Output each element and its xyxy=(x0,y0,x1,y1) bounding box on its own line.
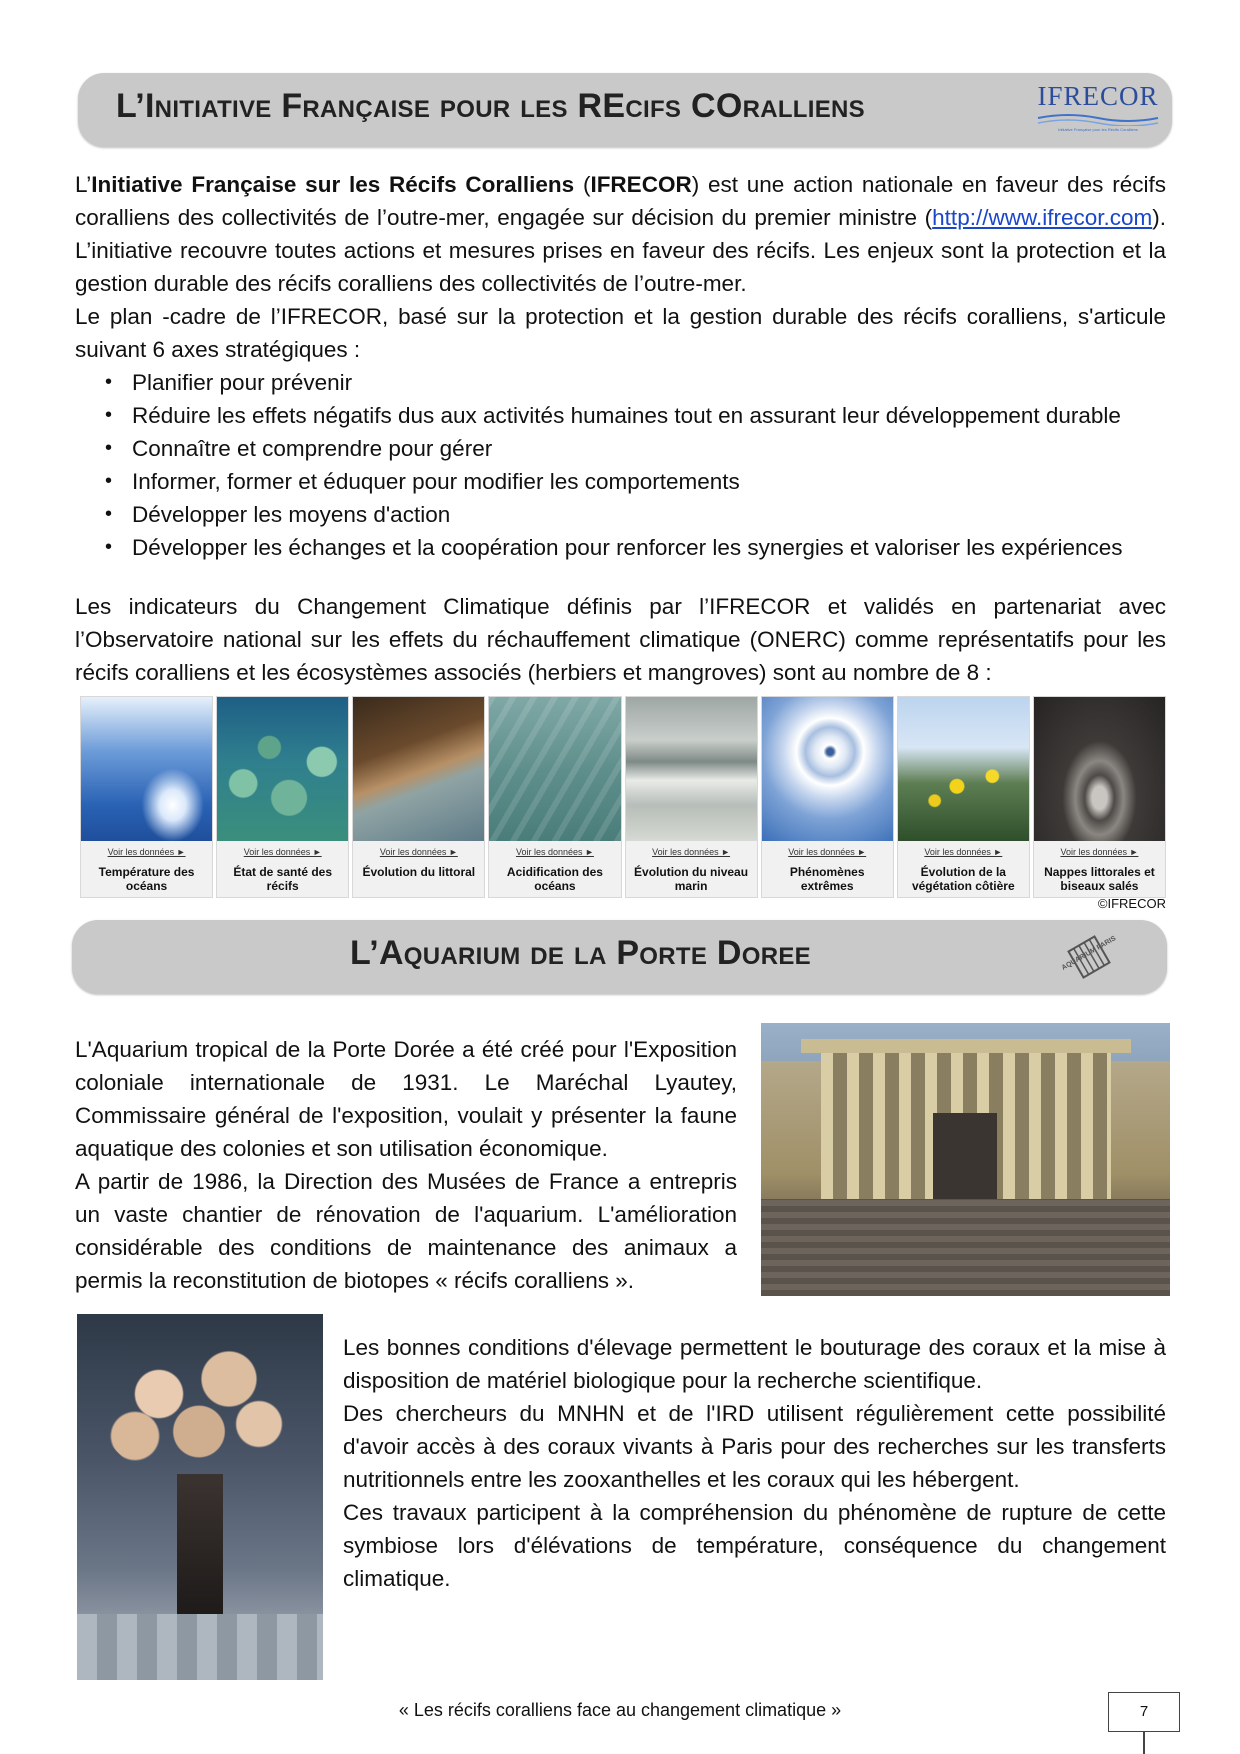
indicator-data-link[interactable]: Voir les données ► xyxy=(379,847,458,857)
section2-banner xyxy=(72,920,1167,994)
sea-surface-image xyxy=(489,697,620,841)
intro-acronym: IFRECOR xyxy=(590,172,692,197)
axes-list-item: • Développer les moyens d'action xyxy=(75,498,1166,531)
indicator-panel[interactable] xyxy=(625,696,758,898)
coral-base xyxy=(77,1614,323,1680)
indicator-data-link[interactable]: Voir les données ► xyxy=(515,847,594,857)
aquarium-paragraph: L'Aquarium tropical de la Porte Dorée a été créé pour l'Exposition coloniale internationale de 1931. Le Maréchal Lyautey, Commissaire général de l'exposition, voulait y présenter la faune aquatique des colonies et son utilisation économique. xyxy=(75,1037,737,1161)
plaza xyxy=(761,1199,1170,1296)
ifrecor-website-link[interactable]: http://www.ifrecor.com xyxy=(932,205,1153,230)
axes-list-item: • Informer, former et éduquer pour modifier les comportements xyxy=(75,465,1166,498)
ifrecor-logo xyxy=(1036,81,1160,139)
research-paragraph: Les bonnes conditions d'élevage permettent le bouturage des coraux et la mise à disposition de matériel biologique pour la recherche scientifique. xyxy=(343,1335,1166,1393)
section1-banner xyxy=(78,73,1172,147)
water-drop-image xyxy=(1034,697,1165,841)
axes-list-item: • Réduire les effets négatifs dus aux activités humaines tout en assurant leur développement durable xyxy=(75,399,1166,432)
aquarium-building-photo xyxy=(761,1023,1170,1296)
indicator-data-link[interactable]: Voir les données ► xyxy=(1060,847,1139,857)
indicator-panel[interactable] xyxy=(897,696,1030,898)
shoreline-image xyxy=(353,697,484,841)
indicator-panel[interactable] xyxy=(80,696,213,898)
indicator-data-link[interactable]: Voir les données ► xyxy=(243,847,322,857)
research-paragraph: Ces travaux participent à la compréhension du phénomène de rupture de cette symbiose lors d'élévations de température, conséquence du changement climatique. xyxy=(343,1500,1166,1591)
aquarium-paragraph: A partir de 1986, la Direction des Musées de France a entrepris un vaste chantier de rénovation de l'aquarium. L'amélioration considérable des conditions de maintenance des animaux a permis la reconstitution de biotopes « récifs coralliens ». xyxy=(75,1169,737,1293)
intro-lead: L’ xyxy=(75,172,92,197)
plan-paragraph: Le plan -cadre de l’IFRECOR, basé sur la protection et la gestion durable des récifs coralliens, s'articule suivant 6 axes stratégiques : xyxy=(75,304,1166,362)
axes-list xyxy=(75,366,1166,564)
indicator-data-link[interactable]: Voir les données ► xyxy=(924,847,1003,857)
indicator-data-link[interactable]: Voir les données ► xyxy=(107,847,186,857)
indicator-caption: Phénomènes extrêmes xyxy=(789,865,865,893)
indicator-panel[interactable] xyxy=(1033,696,1166,898)
footer-title: « Les récifs coralliens face au changement climatique » xyxy=(398,1700,842,1720)
indicator-panel[interactable] xyxy=(488,696,621,898)
ifrecor-logo-subtext: Initiative Française pour les Récifs Coralliens xyxy=(1058,127,1138,132)
intro-name: Initiative Française sur les Récifs Coralliens xyxy=(91,172,575,197)
ifrecor-logo-text: IFRECOR xyxy=(1037,81,1159,111)
indicator-caption: Température des océans xyxy=(98,865,195,893)
indicator-data-link[interactable]: Voir les données ► xyxy=(652,847,731,857)
page-number: 7 xyxy=(1108,1692,1180,1732)
indicator-caption: Nappes littorales et biseaux salés xyxy=(1044,865,1155,893)
indicators-strip xyxy=(80,696,1166,898)
indicator-panel[interactable] xyxy=(216,696,349,898)
indicator-caption: Évolution du littoral xyxy=(362,865,476,879)
section2-title: L’Aquarium de la Porte Doree xyxy=(350,934,811,972)
page-number-tick xyxy=(1143,1732,1145,1754)
ifrecor-intro-paragraph xyxy=(75,168,1166,300)
indicator-caption: Acidification des océans xyxy=(506,865,603,893)
ocean-sky-image xyxy=(81,697,212,841)
section1-title: L’Initiative Française pour les REcifs COralliens xyxy=(116,87,865,125)
coral-photo xyxy=(77,1314,323,1680)
indicator-data-link[interactable]: Voir les données ► xyxy=(788,847,867,857)
coral-reef-image xyxy=(217,697,348,841)
indicator-caption: Évolution de la végétation côtière xyxy=(911,865,1015,893)
aquarium-history-text xyxy=(75,1033,737,1297)
indicator-caption: Évolution du niveau marin xyxy=(634,865,749,893)
coral-branches xyxy=(99,1334,299,1484)
research-text xyxy=(343,1331,1166,1595)
ifrecor-logo-wave-icon xyxy=(1036,112,1160,126)
indicator-caption: État de santé des récifs xyxy=(233,865,333,893)
indicator-panel[interactable] xyxy=(761,696,894,898)
coral-stem xyxy=(177,1474,223,1624)
building-roof xyxy=(801,1039,1131,1053)
axes-list-item: • Planifier pour prévenir xyxy=(75,366,1166,399)
indicators-copyright: ©IFRECOR xyxy=(1097,896,1166,911)
research-paragraph: Des chercheurs du MNHN et de l'IRD utilisent régulièrement cette possibilité d'avoir accès à des coraux vivants à Paris pour des recherches sur les transferts nutritionnels entre les zooxanthelles et les coraux qui les hébergent. xyxy=(343,1401,1166,1492)
section1-text xyxy=(75,168,1166,564)
intro-end: ). L’initiative recouvre toutes actions et mesures prises en faveur des récifs. Les enjeux sont la protection et la gestion durable des récifs coralliens des collectivités de l’outre-mer. xyxy=(75,205,1166,296)
building-entrance xyxy=(933,1113,997,1199)
intro-paren: ( xyxy=(574,172,591,197)
coastal-vegetation-image xyxy=(898,697,1029,841)
axes-list-item: • Développer les échanges et la coopération pour renforcer les synergies et valoriser les expériences xyxy=(75,531,1166,564)
aquarium-logo-text: AQUARIUM PARIS xyxy=(1060,935,1118,972)
aquarium-logo xyxy=(1056,926,1122,988)
wave-image xyxy=(626,697,757,841)
indicators-paragraph: Les indicateurs du Changement Climatique définis par l’IFRECOR et validés en partenariat avec l’Observatoire national sur les effets du réchauffement climatique (ONERC) comme représentatifs pour les récifs coralliens et les écosystèmes associés (herbiers et mangroves) sont au nombre de 8 : xyxy=(75,594,1166,685)
indicator-panel[interactable] xyxy=(352,696,485,898)
axes-list-item: • Connaître et comprendre pour gérer xyxy=(75,432,1166,465)
intro-body: ) est une action nationale en faveur des récifs coralliens des collectivités de l’outre-mer, engagée sur décision du premier ministre ( xyxy=(75,172,1166,230)
cyclone-image xyxy=(762,697,893,841)
